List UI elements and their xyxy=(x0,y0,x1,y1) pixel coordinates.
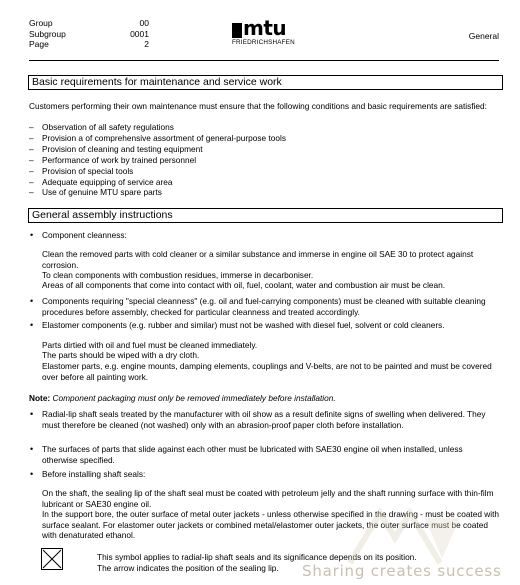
list-item: – Observation of all safety regulations xyxy=(29,122,174,132)
document-header-meta xyxy=(29,18,149,50)
list-item: – Provision a of comprehensive assortment of general-purpose tools xyxy=(29,132,286,143)
page-value: 2 xyxy=(144,39,149,49)
paragraph: In the support bore, the outer surface of metal outer jackets - unless otherwise specified in the drawing - must be coated with surface sealant. For elastomer outer jackets or combined metal/elastomer outer jackets, the outer surface must be coated with denaturated ethanol. xyxy=(42,509,500,541)
bullet-sliding-surfaces: • The surfaces of parts that slide against each other must be lubricated with SAE30 engine oil when installed, unless otherwise specified. xyxy=(30,444,463,465)
symbol-explanation: This symbol applies to radial-lip shaft seals and its significance depends on its position. The arrow indicates the position of the sealing lip. xyxy=(97,552,417,573)
mtu-logo xyxy=(232,18,294,46)
paragraph: On the shaft, the sealing lip of the shaft seal must be coated with petroleum jelly and the shaft running surface with thin-film lubricant or SAE30 engine oil. xyxy=(42,488,494,509)
logo-text: mtu xyxy=(243,16,287,40)
paragraph: Clean the removed parts with cold cleaner or a similar substance and immerse in engine oil SAE 30 to protect against corrosion. xyxy=(42,249,474,270)
bullet-special-cleanness: • Components requiring "special cleanness" (e.g. oil and fuel-carrying components) must be cleaned with suitable cleaning procedures before assembly, checked for particular cleanness and treated accordingly. xyxy=(30,296,486,317)
bullet-elastomer-components: • Elastomer components (e.g. rubber and similar) must not be washed with diesel fuel, solvent or cold cleaners. xyxy=(30,320,445,330)
paragraph: Parts dirtied with oil and fuel must be cleaned immediately. xyxy=(42,340,258,350)
list-item: – Performance of work by trained personnel xyxy=(29,154,197,165)
section-title-assembly-instructions: General assembly instructions xyxy=(28,208,503,223)
paragraph: Areas of all components that come into contact with oil, fuel, coolant, water and combustion air must be clean. xyxy=(42,280,446,290)
subgroup-value: 0001 xyxy=(130,28,149,39)
page-label: Page xyxy=(29,39,49,49)
list-item: – Adequate equipping of service area xyxy=(29,176,173,187)
list-item: – Provision of cleaning and testing equipment xyxy=(29,143,203,154)
shaft-seal-symbol-icon xyxy=(41,548,63,570)
group-label: Group xyxy=(29,18,53,28)
note-packaging: Note: Component packaging must only be removed immediately before installation. xyxy=(29,393,336,403)
section1-intro: Customers performing their own maintenance must ensure that the following conditions and basic requirements are satisfied: xyxy=(29,101,487,111)
paragraph: Elastomer parts, e.g. engine mounts, damping elements, couplings and V-belts, are not to be painted and must be covered over before all painting work. xyxy=(42,361,492,382)
header-divider xyxy=(29,60,499,61)
watermark-logo-icon xyxy=(340,508,470,568)
subgroup-label: Subgroup xyxy=(29,28,66,39)
list-item: – Provision of special tools xyxy=(29,165,134,176)
list-item: – Use of genuine MTU spare parts xyxy=(29,187,162,198)
group-value: 00 xyxy=(139,18,149,28)
requirements-list xyxy=(29,122,286,198)
logo-subtitle: FRIEDRICHSHAFEN xyxy=(232,39,295,46)
section-title-basic-requirements: Basic requirements for maintenance and service work xyxy=(28,75,503,90)
paragraph: The parts should be wiped with a dry cloth. xyxy=(42,350,200,360)
section-name: General xyxy=(468,31,499,41)
logo-mark-icon xyxy=(232,23,242,38)
bullet-installing-shaft-seals: • Before installing shaft seals: xyxy=(30,469,146,479)
bullet-component-cleanness: • Component cleanness: xyxy=(30,230,127,240)
watermark-text: Sharing creates success xyxy=(302,562,502,580)
bullet-radial-lip-seals: • Radial-lip shaft seals treated by the manufacturer with oil show as a result definite signs of swelling when delivered. They must therefore be cleaned (not washed) only with an abrasion-proof paper cloth before installation. xyxy=(30,409,486,430)
paragraph: To clean components with combustion residues, immerse in decarboniser. xyxy=(42,270,314,280)
